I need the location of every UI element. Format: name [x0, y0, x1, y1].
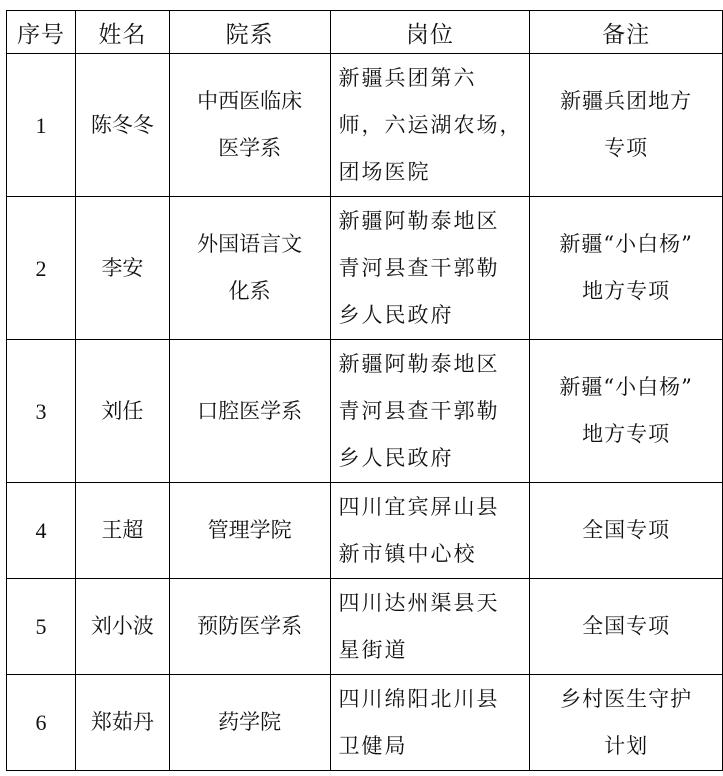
cell-name: 刘任: [75, 340, 169, 483]
cell-note: [530, 483, 723, 579]
cell-post: [330, 340, 530, 483]
cell-note: [530, 675, 723, 771]
cell-line: 地方专项: [582, 279, 671, 303]
cell-line: 计划: [604, 733, 649, 758]
cell-line: 四川达州渠县天: [338, 590, 500, 615]
table-row: [7, 579, 723, 675]
cell-line: 医学系: [218, 136, 282, 160]
cell-seq: 3: [7, 340, 76, 483]
table-row: [7, 197, 723, 340]
cell-line: 新疆“小白杨”: [559, 375, 693, 399]
header-dept: 院系: [169, 11, 330, 54]
assignment-table: [6, 10, 723, 771]
cell-line: 口腔医学系: [197, 398, 303, 423]
cell-line: 预防医学系: [197, 614, 303, 638]
header-row: [7, 11, 723, 54]
header-seq: 序号: [7, 11, 76, 54]
cell-seq: 2: [7, 197, 76, 340]
cell-dept: [169, 340, 330, 483]
cell-line: 乡人民政府: [338, 445, 454, 470]
cell-name: 李安: [75, 197, 169, 340]
cell-name: 郑茹丹: [75, 675, 169, 771]
cell-line: 星街道: [338, 637, 408, 662]
cell-post: [330, 54, 530, 197]
cell-line: 新疆兵团第六: [338, 65, 477, 90]
cell-post: [330, 197, 530, 340]
cell-line: 地方专项: [582, 422, 671, 446]
cell-line: 乡村医生守护: [560, 686, 693, 711]
cell-dept: [169, 675, 330, 771]
cell-dept: [169, 579, 330, 675]
cell-line: 药学院: [218, 710, 282, 734]
cell-line: 专项: [604, 136, 649, 160]
cell-name: 陈冬冬: [75, 54, 169, 197]
cell-line: 外国语言文: [197, 232, 303, 256]
cell-line: 青河县查干郭勒: [338, 398, 500, 423]
cell-note: [530, 579, 723, 675]
cell-name: 王超: [75, 483, 169, 579]
cell-line: 四川宜宾屏山县: [338, 494, 500, 519]
cell-seq: 5: [7, 579, 76, 675]
cell-dept: [169, 483, 330, 579]
cell-line: 师，六运湖农场，: [338, 112, 523, 137]
table-row: [7, 340, 723, 483]
cell-line: 化系: [228, 279, 271, 303]
header-name: 姓名: [75, 11, 169, 54]
cell-line: 卫健局: [338, 733, 408, 758]
cell-line: 全国专项: [582, 614, 671, 638]
cell-line: 新市镇中心校: [338, 541, 477, 566]
cell-line: 乡人民政府: [338, 302, 454, 327]
cell-seq: 1: [7, 54, 76, 197]
cell-note: [530, 197, 723, 340]
table-row: [7, 675, 723, 771]
cell-post: [330, 579, 530, 675]
cell-line: 中西医临床: [197, 89, 303, 113]
cell-line: 新疆阿勒泰地区: [338, 351, 500, 376]
cell-post: [330, 675, 530, 771]
cell-line: 新疆“小白杨”: [559, 232, 693, 256]
cell-seq: 4: [7, 483, 76, 579]
header-post: 岗位: [330, 11, 530, 54]
cell-dept: [169, 197, 330, 340]
cell-line: 团场医院: [338, 159, 431, 184]
cell-post: [330, 483, 530, 579]
header-note: 备注: [530, 11, 723, 54]
table-body: [7, 54, 723, 771]
cell-line: 管理学院: [207, 518, 292, 542]
cell-dept: [169, 54, 330, 197]
cell-seq: 6: [7, 675, 76, 771]
table-row: [7, 483, 723, 579]
cell-line: 青河县查干郭勒: [338, 255, 500, 280]
table-row: [7, 54, 723, 197]
cell-line: 全国专项: [582, 518, 671, 542]
cell-line: 四川绵阳北川县: [338, 686, 500, 711]
cell-note: [530, 54, 723, 197]
cell-name: 刘小波: [75, 579, 169, 675]
cell-note: [530, 340, 723, 483]
cell-line: 新疆兵团地方: [560, 89, 693, 113]
cell-line: 新疆阿勒泰地区: [338, 208, 500, 233]
